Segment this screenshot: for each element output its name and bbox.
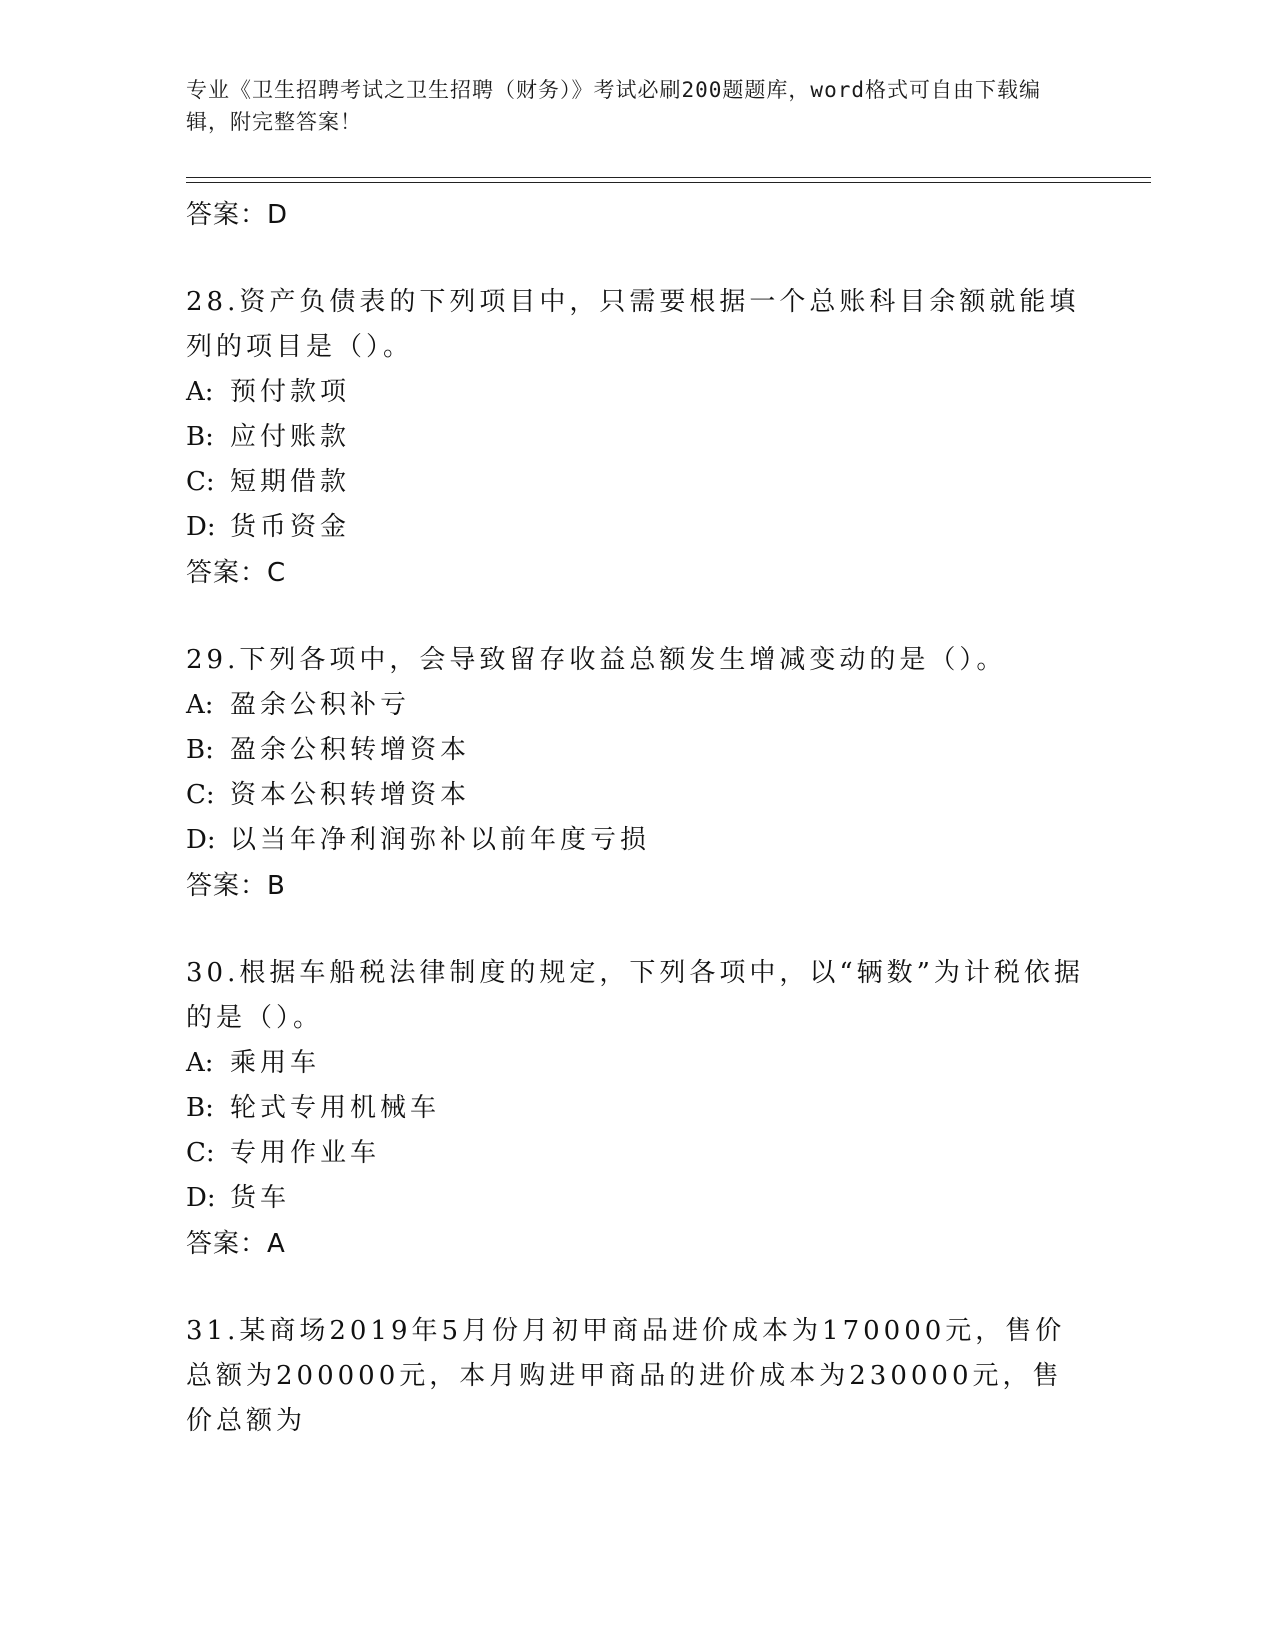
question-text: 28.资产负债表的下列项目中，只需要根据一个总账科目余额就能填列的项目是（）。 (186, 287, 1080, 362)
option-letter: B: (186, 1093, 214, 1123)
option-text: 盈余公积补亏 (230, 690, 411, 720)
option-b (186, 415, 1086, 460)
question-30 (186, 951, 1086, 1267)
option-letter: C: (186, 780, 215, 810)
option-a (186, 1041, 1086, 1086)
option-text: 应付账款 (230, 422, 351, 452)
option-text: 乘用车 (230, 1048, 321, 1078)
question-text: 29.下列各项中，会导致留存收益总额发生增减变动的是（）。 (186, 645, 1007, 675)
option-letter: A: (186, 377, 214, 407)
header-divider-top (186, 177, 1151, 178)
document-body (186, 192, 1086, 1444)
option-text: 短期借款 (230, 467, 351, 497)
answer-line: 答案：B (186, 871, 286, 901)
option-letter: C: (186, 467, 215, 497)
option-text: 货币资金 (230, 512, 351, 542)
option-letter: A: (186, 1048, 214, 1078)
answer-line: 答案：C (186, 558, 287, 588)
option-c (186, 1131, 1086, 1176)
answer-line: 答案：A (186, 1229, 286, 1259)
option-d (186, 1176, 1086, 1221)
option-c (186, 460, 1086, 505)
option-c (186, 773, 1086, 818)
option-d (186, 505, 1086, 550)
page-header: 专业《卫生招聘考试之卫生招聘（财务）》考试必刷200题题库，word格式可自由下载编辑，附完整答案！ (186, 78, 1041, 134)
answer-line: 答案：D (186, 200, 289, 230)
option-letter: B: (186, 735, 214, 765)
option-letter: D: (186, 512, 216, 542)
option-text: 预付款项 (230, 377, 351, 407)
question-28 (186, 280, 1086, 596)
option-d (186, 818, 1086, 863)
option-b (186, 728, 1086, 773)
option-text: 专用作业车 (230, 1138, 381, 1168)
option-text: 以当年净利润弥补以前年度亏损 (230, 825, 651, 855)
option-letter: C: (186, 1138, 215, 1168)
question-text: 31.某商场2019年5月份月初甲商品进价成本为170000元，售价总额为200000元，本月购进甲商品的进价成本为230000元，售价总额为 (186, 1316, 1066, 1436)
option-b (186, 1086, 1086, 1131)
option-text: 轮式专用机械车 (230, 1093, 441, 1123)
header-divider-bottom (186, 182, 1151, 183)
option-a (186, 683, 1086, 728)
option-text: 资本公积转增资本 (230, 780, 471, 810)
option-text: 货车 (230, 1183, 291, 1213)
option-letter: D: (186, 825, 216, 855)
option-a (186, 370, 1086, 415)
option-letter: A: (186, 690, 214, 720)
option-letter: D: (186, 1183, 216, 1213)
question-31 (186, 1309, 1086, 1444)
option-letter: B: (186, 422, 214, 452)
option-text: 盈余公积转增资本 (230, 735, 471, 765)
question-29 (186, 638, 1086, 909)
question-text: 30.根据车船税法律制度的规定，下列各项中，以“辆数”为计税依据的是（）。 (186, 958, 1084, 1033)
